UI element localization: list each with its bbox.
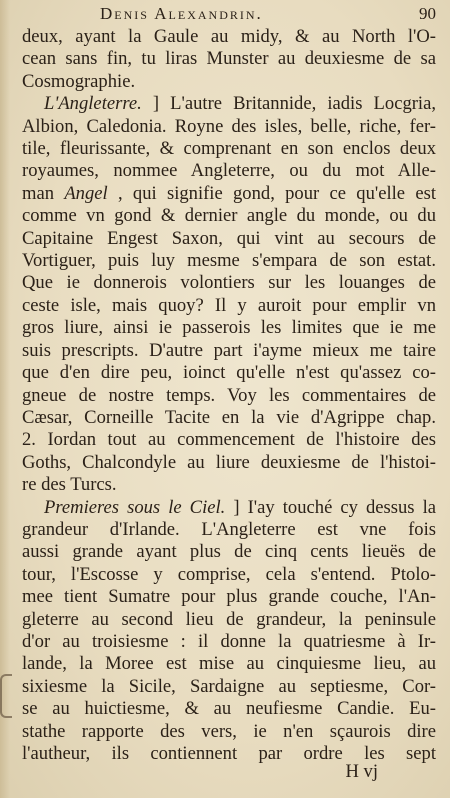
text-line xyxy=(22,340,436,362)
line-text: deux, ayant la Gaule au midy, & au North l'O- xyxy=(22,26,436,47)
line-text: mee tient Sumatre pour plus grande couche, l'An- xyxy=(22,586,436,608)
text-line xyxy=(22,26,436,48)
text-line xyxy=(22,205,436,227)
running-title: Denis Alexandrin. xyxy=(100,4,263,23)
line-text: tour, l'Escosse y comprise, cela s'entend. Ptolo- xyxy=(22,563,436,585)
text-line xyxy=(22,541,436,563)
text-line xyxy=(22,272,436,294)
body-text xyxy=(22,26,436,765)
page-header xyxy=(80,4,436,26)
line-text: ] L'autre Britannide, iadis Locgria, xyxy=(152,93,436,115)
line-text: aussi grande ayant plus de cinq cents lieuës de xyxy=(22,541,436,563)
line-text: stathe rapporte des vers, ie n'en sçaurois dire xyxy=(22,720,436,742)
text-line xyxy=(22,362,436,384)
line-text: , qui signifie gond, pour ce qu'elle est xyxy=(117,182,436,204)
line-text: que d'en dire peu, ioinct qu'elle n'est qu'assez co- xyxy=(22,362,436,384)
italic-lemma: Angel xyxy=(64,182,108,204)
page-footer xyxy=(22,761,436,783)
text-line xyxy=(22,138,436,160)
line-text: ceste isle, mais quoy? Il y auroit pour emplir vn xyxy=(22,294,436,316)
text-line xyxy=(22,698,436,720)
text-line xyxy=(22,407,436,429)
text-line xyxy=(22,653,436,675)
line-text: suis prescripts. D'autre part i'ayme mieux me taire xyxy=(22,339,436,361)
italic-lemma: L'Angleterre. xyxy=(44,93,142,115)
line-text: Albion, Caledonia. Royne des isles, belle, riche, fer- xyxy=(22,115,436,137)
text-line xyxy=(22,429,436,451)
margin-bracket-mark xyxy=(0,674,12,718)
text-line xyxy=(22,497,436,519)
text-line xyxy=(22,609,436,631)
line-text: cean sans fin, tu liras Munster au deuxiesme de sa xyxy=(22,48,436,70)
line-text: royaumes, nommee Angleterre, ou du mot Alle- xyxy=(22,160,436,182)
line-text: Goths, Chalcondyle au liure deuxiesme de l'histoi- xyxy=(22,451,436,473)
line-text: grandeur d'Irlande. L'Angleterre est vne fois xyxy=(22,518,436,540)
line-text: ] I'ay touché cy dessus la xyxy=(233,496,436,518)
text-line xyxy=(22,160,436,182)
line-text: Vortiguer, puis luy mesme s'empara de son estat. xyxy=(22,250,436,272)
text-line xyxy=(22,48,436,70)
text-line xyxy=(22,452,436,474)
text-line xyxy=(22,631,436,653)
italic-lemma: Premieres sous le Ciel. xyxy=(44,496,226,518)
text-line xyxy=(22,116,436,138)
text-line xyxy=(22,250,436,272)
text-line xyxy=(22,71,436,93)
line-text: se au huictiesme, & au neufiesme Candie. Eu- xyxy=(22,698,436,720)
text-line xyxy=(22,586,436,608)
text-line xyxy=(22,183,436,205)
line-lead-text: man xyxy=(22,182,55,204)
text-line xyxy=(22,93,436,115)
signature-mark: H vj xyxy=(345,761,378,782)
line-text: gneue de nostre temps. Voy les commentaires de xyxy=(22,384,436,406)
line-text: Cæsar, Corneille Tacite en la vie d'Agrippe chap. xyxy=(22,406,436,428)
text-line xyxy=(22,317,436,339)
line-text: gleterre au second lieu de grandeur, la peninsule xyxy=(22,608,436,630)
text-line xyxy=(22,519,436,541)
text-line xyxy=(22,564,436,586)
text-line xyxy=(22,676,436,698)
text-line xyxy=(22,295,436,317)
line-text: Que ie donnerois volontiers sur les louanges de xyxy=(22,272,436,294)
line-text: comme vn gond & dernier angle du monde, ou du xyxy=(22,205,436,227)
line-text: lande, la Moree est mise au cinquiesme lieu, au xyxy=(22,653,436,675)
line-text: d'or au troisiesme : il donne la quatriesme à Ir- xyxy=(22,630,436,652)
line-text: Capitaine Engest Saxon, qui vint au secours de xyxy=(22,227,436,249)
line-text: tile, fleurissante, & comprenant en son enclos deux xyxy=(22,138,436,160)
text-line xyxy=(22,228,436,250)
line-text: sixiesme la Sicile, Sardaigne au septiesme, Cor- xyxy=(22,675,436,697)
line-text: gros liure, ainsi ie passerois les limites que ie me xyxy=(22,317,436,339)
page-number: 90 xyxy=(419,4,436,23)
text-line xyxy=(22,385,436,407)
line-text: l'autheur, ils contiennent par ordre les sept xyxy=(22,743,436,764)
line-text: Cosmographie. xyxy=(22,70,136,92)
text-line xyxy=(22,721,436,743)
text-line xyxy=(22,474,436,496)
line-text: 2. Iordan tout au commencement de l'histoire des xyxy=(22,429,436,451)
line-text: re des Turcs. xyxy=(22,474,117,496)
